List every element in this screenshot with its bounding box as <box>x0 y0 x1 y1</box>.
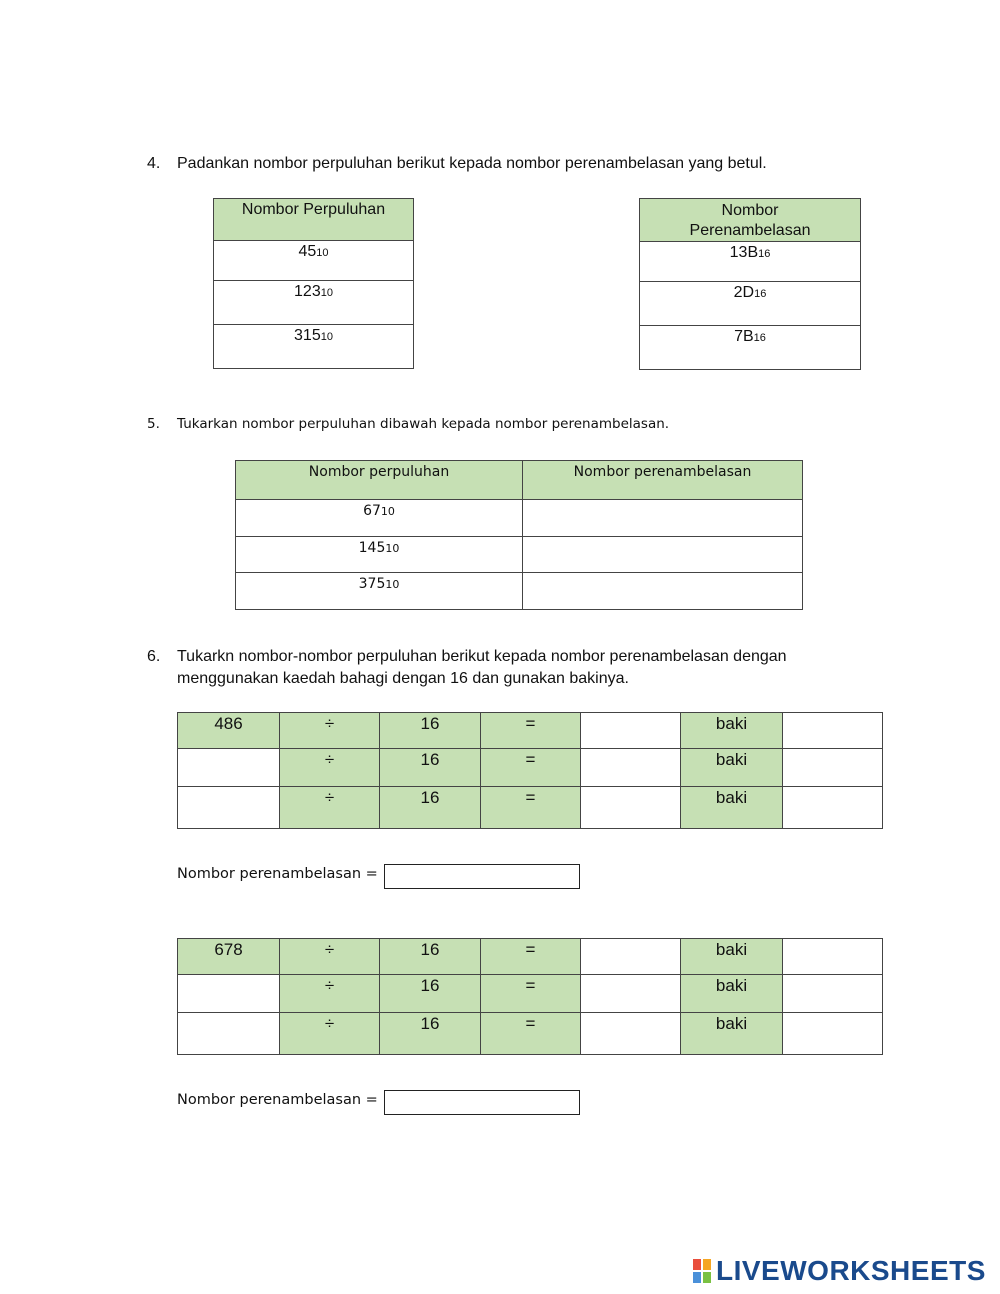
q4-hex-item[interactable]: 2D16 <box>640 282 861 326</box>
q4-hex-header: Nombor Perenambelasan <box>640 199 861 242</box>
brand-text: LIVEWORKSHEETS <box>716 1255 986 1286</box>
q5-table <box>235 460 803 610</box>
remainder-input[interactable] <box>783 713 883 749</box>
answer-label-a: Nombor perenambelasan = <box>177 866 378 882</box>
q4-hex-item[interactable]: 13B16 <box>640 242 861 282</box>
q5-text: Tukarkan nombor perpuluhan dibawah kepada nombor perenambelasan. <box>177 416 670 432</box>
dividend-value: 486 <box>178 713 280 749</box>
remainder-label: baki <box>681 975 783 1013</box>
hex-answer-input-a[interactable] <box>384 864 580 889</box>
q4-hex-item[interactable]: 7B16 <box>640 326 861 370</box>
q5-header-decimal: Nombor perpuluhan <box>236 461 523 500</box>
equals-symbol: = <box>481 1013 581 1055</box>
remainder-label: baki <box>681 1013 783 1055</box>
quotient-input[interactable] <box>581 713 681 749</box>
divide-symbol: ÷ <box>280 939 380 975</box>
answer-label-b: Nombor perenambelasan = <box>177 1092 378 1108</box>
q5-header-hex: Nombor perenambelasan <box>523 461 803 500</box>
dividend-input[interactable] <box>178 1013 280 1055</box>
quotient-input[interactable] <box>581 1013 681 1055</box>
q5-decimal-value: 14510 <box>236 537 523 573</box>
dividend-input[interactable] <box>178 749 280 787</box>
equals-symbol: = <box>481 939 581 975</box>
divide-symbol: ÷ <box>280 1013 380 1055</box>
q5-answer-cell[interactable] <box>523 537 803 573</box>
remainder-label: baki <box>681 713 783 749</box>
q6-number: 6. <box>147 648 161 665</box>
hex-answer-input-b[interactable] <box>384 1090 580 1115</box>
quotient-input[interactable] <box>581 975 681 1013</box>
divide-symbol: ÷ <box>280 749 380 787</box>
remainder-input[interactable] <box>783 939 883 975</box>
equals-symbol: = <box>481 787 581 829</box>
divisor-value: 16 <box>380 939 481 975</box>
divisor-value: 16 <box>380 749 481 787</box>
q4-decimal-item[interactable]: 12310 <box>214 281 414 325</box>
q4-text: Padankan nombor perpuluhan berikut kepada nombor perenambelasan yang betul. <box>177 155 767 172</box>
q4-decimal-table <box>213 198 414 369</box>
dividend-input[interactable] <box>178 787 280 829</box>
quotient-input[interactable] <box>581 939 681 975</box>
q4-hex-table <box>639 198 861 370</box>
remainder-label: baki <box>681 749 783 787</box>
q4-decimal-item[interactable]: 4510 <box>214 241 414 281</box>
equals-symbol: = <box>481 749 581 787</box>
q4-number: 4. <box>147 155 161 172</box>
remainder-label: baki <box>681 787 783 829</box>
dividend-input[interactable] <box>178 975 280 1013</box>
q5-decimal-value: 6710 <box>236 500 523 537</box>
q6-text: Tukarkn nombor-nombor perpuluhan berikut kepada nombor perenambelasan dengan menggunakan kaedah bahagi dengan 16 dan gunakan bakinya. <box>177 648 787 687</box>
q5-answer-cell[interactable] <box>523 573 803 610</box>
divisor-value: 16 <box>380 975 481 1013</box>
dividend-value: 678 <box>178 939 280 975</box>
q5-number: 5. <box>147 416 160 432</box>
remainder-input[interactable] <box>783 749 883 787</box>
equals-symbol: = <box>481 975 581 1013</box>
quotient-input[interactable] <box>581 749 681 787</box>
divisor-value: 16 <box>380 713 481 749</box>
remainder-input[interactable] <box>783 787 883 829</box>
logo-blocks-icon <box>692 1258 712 1284</box>
remainder-label: baki <box>681 939 783 975</box>
remainder-input[interactable] <box>783 1013 883 1055</box>
divide-symbol: ÷ <box>280 713 380 749</box>
divisor-value: 16 <box>380 1013 481 1055</box>
equals-symbol: = <box>481 713 581 749</box>
q5-answer-cell[interactable] <box>523 500 803 537</box>
q4-decimal-item[interactable]: 31510 <box>214 325 414 369</box>
q6-division-table-a <box>177 712 883 829</box>
divisor-value: 16 <box>380 787 481 829</box>
quotient-input[interactable] <box>581 787 681 829</box>
remainder-input[interactable] <box>783 975 883 1013</box>
divide-symbol: ÷ <box>280 975 380 1013</box>
divide-symbol: ÷ <box>280 787 380 829</box>
q6-division-table-b <box>177 938 883 1055</box>
liveworksheets-logo <box>692 1255 986 1287</box>
q5-decimal-value: 37510 <box>236 573 523 610</box>
q4-decimal-header: Nombor Perpuluhan <box>214 199 414 241</box>
